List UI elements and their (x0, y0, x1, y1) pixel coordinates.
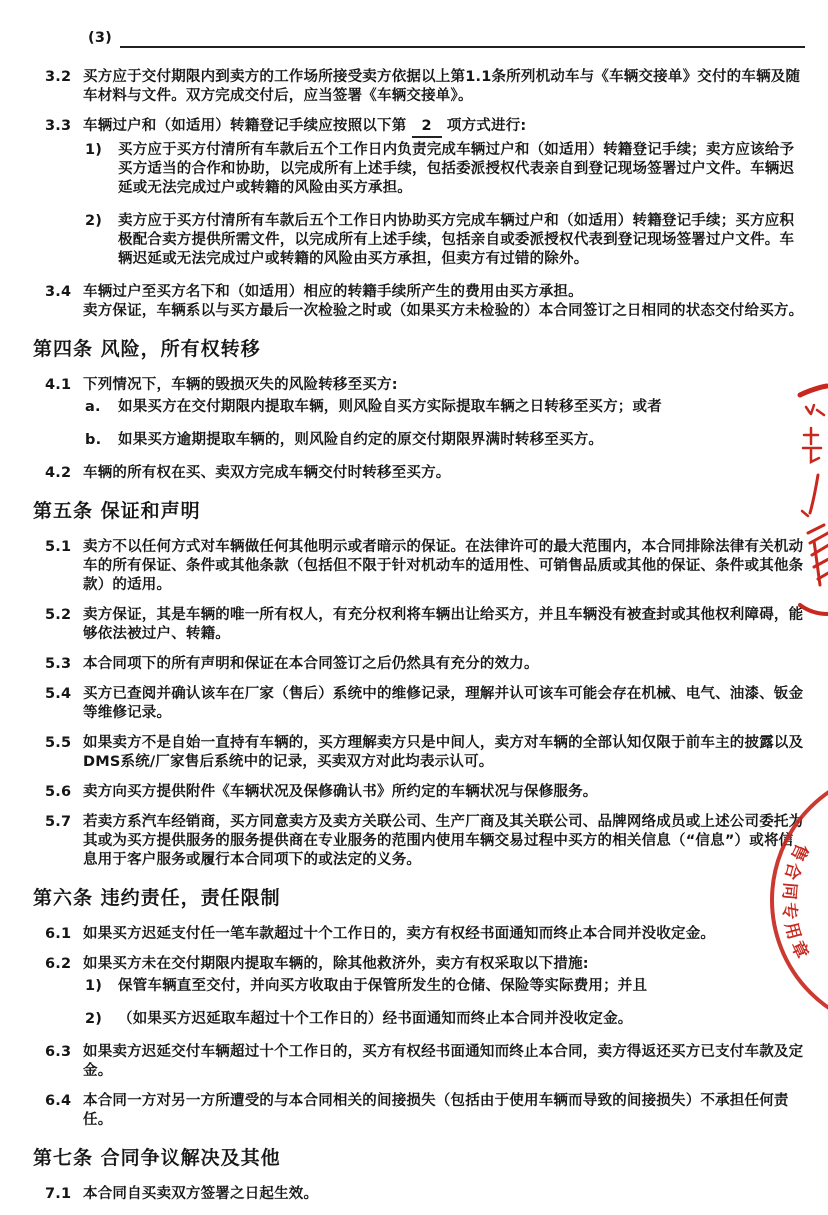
clause-number: 4.1 (45, 377, 72, 393)
seal-char: 售 (786, 840, 812, 864)
clause-paragraph: 本合同自买卖双方签署之日起生效。 (83, 1186, 319, 1202)
clause-paragraph: 如果卖方不是自始一直持有车辆的，买方理解卖方只是中间人，卖方对车辆的全部认知仅限于前车主的披露以及DMS系统/厂家售后系统中的记录，买卖双方对此均表示认可。 (83, 735, 804, 770)
clause-paragraph: 如果买方逾期提取车辆的，则风险自约定的原交付期限界满时转移至买方。 (118, 432, 604, 448)
contract-page-body (33, 26, 805, 1215)
clause-text (83, 283, 805, 321)
clause (33, 685, 805, 723)
clause-paragraph: 车辆过户至买方名下和（如适用）相应的转籍手续所产生的费用由买方承担。 (83, 284, 583, 300)
clause-paragraph: （如果买方迟延取车超过十个工作日的）经书面通知而终止本合同并没收定金。 (118, 1011, 633, 1027)
clause-paragraph: 如果买方在交付期限内提取车辆，则风险自买方实际提取车辆之日转移至买方；或者 (118, 399, 662, 415)
clause-number: 6.3 (45, 1044, 72, 1060)
clause (33, 1092, 805, 1130)
clause-text (83, 685, 805, 723)
section-heading: 第六条 违约责任，责任限制 (33, 887, 281, 909)
clause-text (83, 783, 805, 802)
clause-paragraph: 下列情况下，车辆的毁损灭失的风险转移至买方: (83, 377, 398, 393)
clause-text (83, 464, 805, 483)
clause-paragraph: 买方应于交付期限内到卖方的工作场所接受卖方依据以上第1.1条所列机动车与《车辆交接单》交付的车辆及随车材料与文件。双方完成交付后，应当签署《车辆交接单》。 (83, 69, 801, 104)
clause-paragraph: 如果买方迟延支付任一笔车款超过十个工作日的，卖方有权经书面通知而终止本合同并没收定金。 (83, 926, 716, 942)
sub-clause-number: a. (85, 399, 101, 415)
clause-number: 3.2 (45, 69, 72, 85)
clause-number: 5.7 (45, 814, 72, 830)
clause-paragraph: 买方应于买方付清所有车款后五个工作日内负责完成车辆过户和（如适用）转籍登记手续；卖方应该给予买方适当的合作和协助，以完成所有上述手续，包括委派授权代表亲自到登记现场签署过户文件。车辆迟延或无法完成过户或转籍的风险由买方承担。 (118, 142, 795, 196)
seal-char: 用 (780, 920, 804, 942)
clause-text-after-fill: 项方式进行: (441, 118, 527, 134)
clause-number: 6.1 (45, 926, 72, 942)
section-heading: 第五条 保证和声明 (33, 500, 201, 522)
seal-char: 合 (780, 860, 804, 882)
clause-paragraph-continued: 卖方保证，车辆系以与买方最后一次检验之时或（如果买方未检验的）本合同签订之日相同的状态交付给买方。 (83, 303, 804, 319)
clause-paragraph: 卖方不以任何方式对车辆做任何其他明示或者暗示的保证。在法律许可的最大范围内，本合同排除法律有关机动车的所有保证、条件或其他条款（包括但不限于针对机动车的适用性、可销售品质或其他的保证、条件或其他条款）的适用。 (83, 539, 804, 593)
clause-number: 5.1 (45, 539, 72, 555)
clause-paragraph: 卖方保证，其是车辆的唯一所有权人，有充分权利将车辆出让给买方，并且车辆没有被查封或其他权利障碍，能够依法被过户、转籍。 (83, 607, 804, 642)
clause (33, 734, 805, 772)
clause-number: 5.4 (45, 686, 72, 702)
seal-char: 专 (778, 901, 800, 921)
clause-text (83, 68, 805, 106)
clause (33, 68, 805, 106)
clause (33, 1185, 805, 1204)
clause-paragraph: 卖方向买方提供附件《车辆状况及保修确认书》所约定的车辆状况与保修服务。 (83, 784, 598, 800)
clause-text (118, 141, 805, 198)
clause-text (83, 376, 805, 395)
clause-paragraph: 本合同一方对另一方所遭受的与本合同相关的间接损失（包括由于使用车辆而导致的间接损失）不承担任何责任。 (83, 1093, 789, 1128)
clause (33, 655, 805, 674)
clause-text (83, 955, 805, 974)
clause-text (83, 655, 805, 674)
clause-text (118, 977, 805, 996)
clause-number: 5.2 (45, 607, 72, 623)
clause (33, 117, 805, 138)
clause (33, 464, 805, 483)
sub-clause-number: 2) (85, 213, 103, 229)
clause-paragraph: 车辆的所有权在买、卖双方完成车辆交付时转移至买方。 (83, 465, 451, 481)
section-heading: 第四条 风险，所有权转移 (33, 338, 261, 360)
seal-char: 同 (778, 881, 800, 901)
sub-clause-number: 2) (85, 1011, 103, 1027)
sub-clause (33, 977, 805, 996)
seal-char: 章 (786, 938, 812, 962)
sub-clause-number: b. (85, 432, 102, 448)
sub-clause (33, 431, 805, 450)
clause-number: 5.3 (45, 656, 72, 672)
clause-text (83, 117, 805, 138)
clause-number: 5.6 (45, 784, 72, 800)
sub-clause-number: 1) (85, 142, 103, 158)
clause-text (118, 212, 805, 269)
clause (33, 783, 805, 802)
clause-number: 7.1 (45, 1186, 72, 1202)
clause-number: 3.4 (45, 284, 72, 300)
clause-text (83, 606, 805, 644)
clause-paragraph: 买方已查阅并确认该车在厂家（售后）系统中的维修记录，理解并认可该车可能会存在机械、电气、油漆、钣金等维修记录。 (83, 686, 804, 721)
clause-text (83, 538, 805, 595)
clause-text-before-fill: 车辆过户和（如适用）转籍登记手续应按照以下第 (83, 118, 412, 134)
clause-number: 3.3 (45, 118, 72, 134)
clause-number: 6.4 (45, 1093, 72, 1109)
clause-paragraph: 本合同项下的所有声明和保证在本合同签订之后仍然具有充分的效力。 (83, 656, 539, 672)
clause-text (83, 813, 805, 870)
sub-clause (33, 212, 805, 269)
clause-paragraph: 保管车辆直至交付，并向买方收取由于保管所发生的仓储、保险等实际费用；并且 (118, 978, 648, 994)
clause-number: 6.2 (45, 956, 72, 972)
clause-text (83, 1092, 805, 1130)
blank-underline (120, 28, 805, 48)
filled-in-option-number: 2 (412, 117, 442, 138)
clause-text (83, 1043, 805, 1081)
clause (33, 376, 805, 395)
clause (33, 813, 805, 870)
clause (33, 538, 805, 595)
clause-text (118, 431, 805, 450)
sub-clause (33, 398, 805, 417)
clause-paragraph: 若卖方系汽车经销商，买方同意卖方及卖方关联公司、生产厂商及其关联公司、品牌网络成员或上述公司委托为其或为买方提供服务的服务提供商在专业服务的范围内使用车辆交易过程中买方的相关信息（“信息”）或将信息用于客户服务或履行本合同项下的或法定的义务。 (83, 814, 804, 868)
clause-number: 4.2 (45, 465, 72, 481)
clause-paragraph: 如果买方未在交付期限内提取车辆的，除其他救济外，卖方有权采取以下措施: (83, 956, 589, 972)
blank-fill-label: (3) (88, 30, 112, 46)
sub-clause-number: 1) (85, 978, 103, 994)
sub-clause (33, 141, 805, 198)
clause-text (118, 1010, 805, 1029)
clause-text (83, 1185, 805, 1204)
clause-text (83, 925, 805, 944)
clause-number: 5.5 (45, 735, 72, 751)
clause (33, 1043, 805, 1081)
clause-paragraph: 卖方应于买方付清所有车款后五个工作日内协助买方完成车辆过户和（如适用）转籍登记手续；买方应积极配合卖方提供所需文件，以完成所有上述手续，包括亲自或委派授权代表到登记现场签署过户文件。车辆迟延或无法完成过户或转籍的风险由买方承担，但卖方有过错的除外。 (118, 213, 795, 267)
blank-fill-line (33, 26, 805, 48)
clause (33, 283, 805, 321)
section-heading: 第七条 合同争议解决及其他 (33, 1147, 281, 1169)
clause (33, 925, 805, 944)
clause (33, 606, 805, 644)
clause-text (83, 734, 805, 772)
clause-text (118, 398, 805, 417)
clause-paragraph: 如果卖方迟延交付车辆超过十个工作日的，买方有权经书面通知而终止本合同，卖方得返还买方已支付车款及定金。 (83, 1044, 804, 1079)
clause (33, 955, 805, 974)
sub-clause (33, 1010, 805, 1029)
